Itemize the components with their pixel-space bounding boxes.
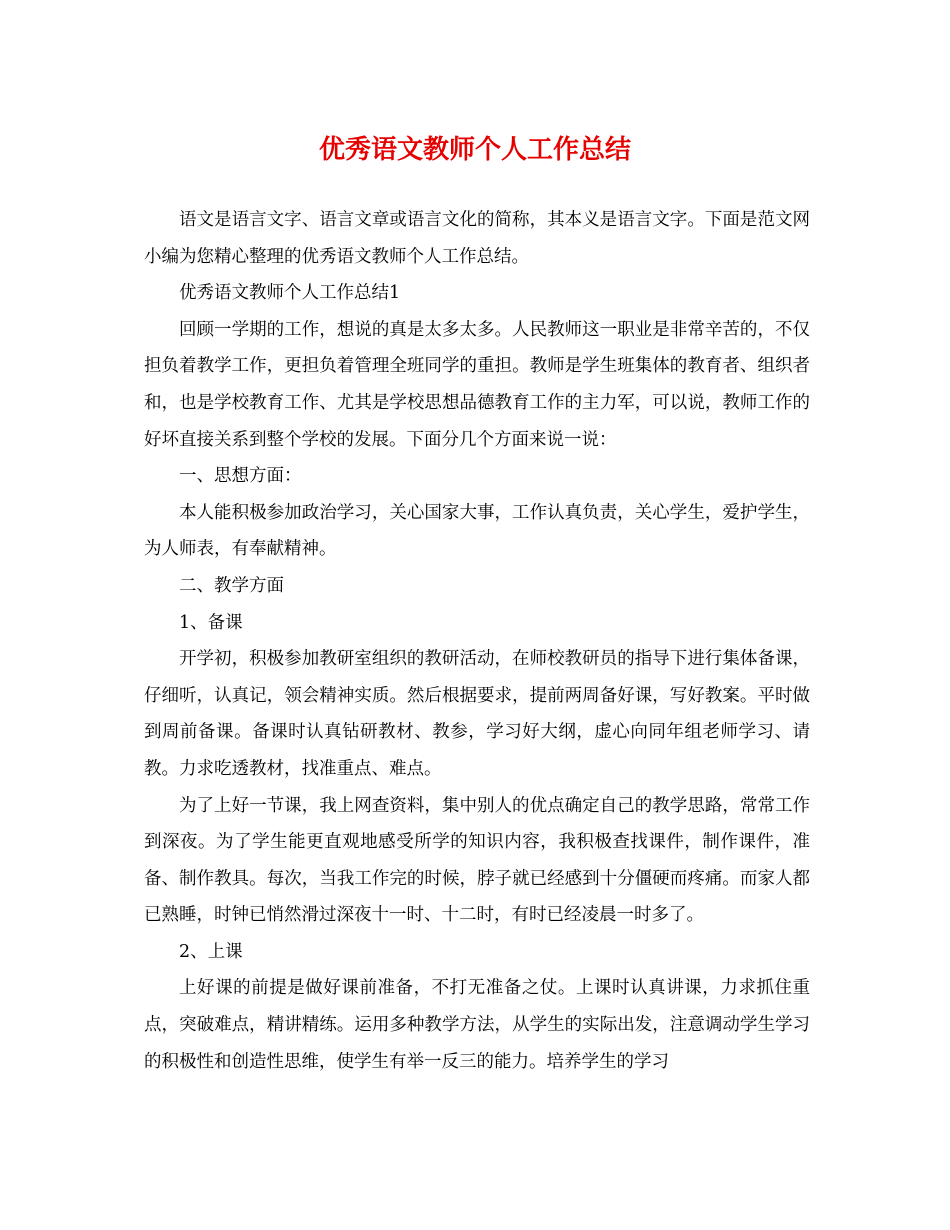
subheading-class: 2、上课 <box>179 941 243 962</box>
document-body <box>144 202 810 1080</box>
section-heading-thought: 一、思想方面： <box>179 466 302 487</box>
section-heading-teaching: 二、教学方面 <box>179 575 284 596</box>
body-paragraph: 上好课的前提是做好课前准备，不打无准备之仗。上课时认真讲课，力求抓住重点，突破难点，精讲精练。运用多种教学方法，从学生的实际出发，注意调动学生学习的积极性和创造性思维，使学生有举一反三的能力。培养学生的学习 <box>144 978 810 1072</box>
body-paragraph: 本人能积极参加政治学习，关心国家大事，工作认真负责，关心学生，爱护学生，为人师表，有奉献精神。 <box>144 502 810 560</box>
section-heading-summary-1: 优秀语文教师个人工作总结1 <box>179 283 401 304</box>
body-paragraph: 为了上好一节课，我上网查资料，集中别人的优点确定自己的教学思路，常常工作到深夜。为了学生能更直观地感受所学的知识内容，我积极查找课件，制作课件，准备、制作教具。每次，当我工作完的时候，脖子就已经感到十分僵硬而疼痛。而家人都已熟睡，时钟已悄然滑过深夜十一时、十二时，有时已经凌晨一时多了。 <box>144 795 810 926</box>
subheading-lesson-prep: 1、备课 <box>179 612 243 633</box>
document-title: 优秀语文教师个人工作总结 <box>318 135 631 165</box>
intro-paragraph: 语文是语言文字、语言文章或语言文化的简称，其本义是语言文字。下面是范文网小编为您精心整理的优秀语文教师个人工作总结。 <box>144 210 810 267</box>
body-paragraph: 回顾一学期的工作，想说的真是太多太多。人民教师这一职业是非常辛苦的，不仅担负着教学工作，更担负着管理全班同学的重担。教师是学生班集体的教育者、组织者和，也是学校教育工作、尤其是学校思想品德教育工作的主力军，可以说，教师工作的好坏直接关系到整个学校的发展。下面分几个方面来说一说： <box>144 319 810 450</box>
body-paragraph: 开学初，积极参加教研室组织的教研活动，在师校教研员的指导下进行集体备课，仔细听，认真记，领会精神实质。然后根据要求，提前两周备好课，写好教案。平时做到周前备课。备课时认真钻研教材、教参，学习好大纲，虚心向同年组老师学习、请教。力求吃透教材，找准重点、难点。 <box>144 649 810 779</box>
